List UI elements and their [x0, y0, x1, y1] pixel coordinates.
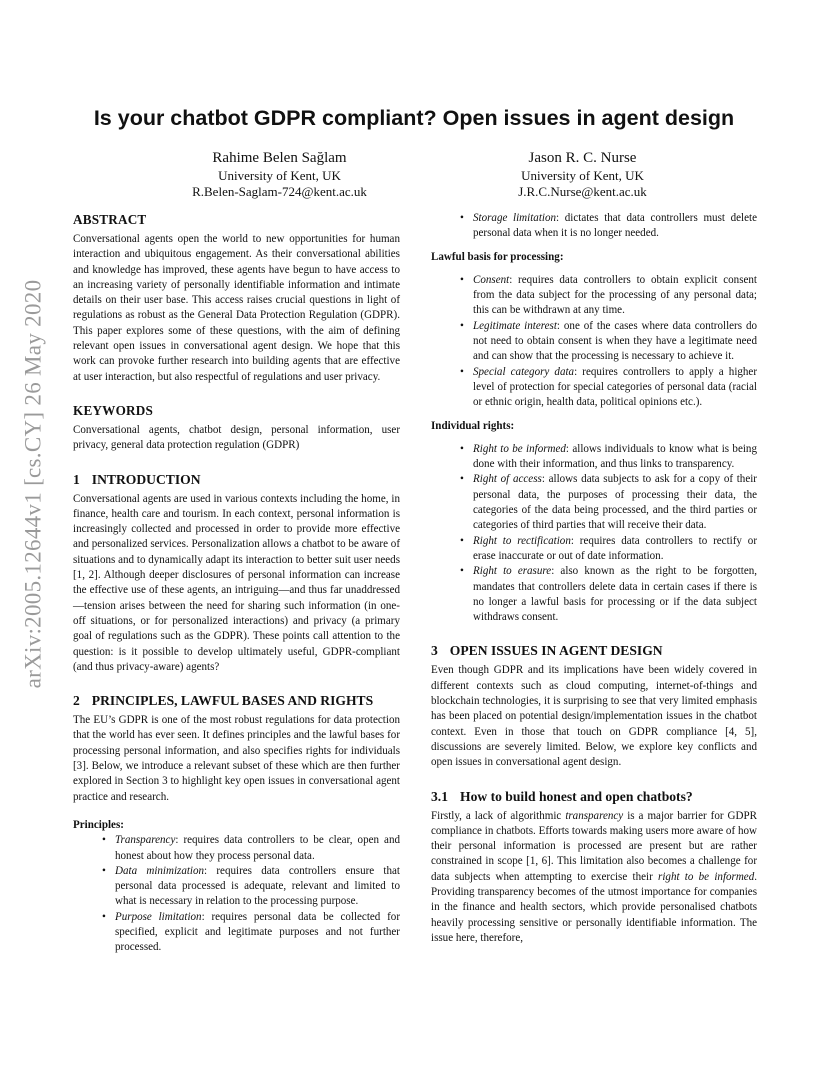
section-number: 3 [431, 643, 438, 659]
keywords-text: Conversational agents, chatbot design, personal information, user privacy, general data protection regulation (GDPR) [73, 423, 400, 452]
paper-title: Is your chatbot GDPR compliant? Open issues in agent design [93, 106, 735, 130]
list-item [473, 211, 757, 242]
principles-list-continued [431, 211, 757, 242]
term: Purpose limitation [115, 910, 202, 923]
term: Right of access [473, 473, 542, 486]
list-item [473, 534, 757, 565]
individual-rights-list [431, 442, 757, 626]
list-item [115, 910, 400, 956]
author-block-1 [112, 149, 447, 199]
list-item [115, 833, 400, 864]
definition: : requires data controllers ensure that personal data processed is adequate, relevant and limited to what is necessary in relation to the processing purpose. [115, 864, 400, 908]
subsection-number: 3.1 [431, 788, 448, 804]
individual-rights-label: Individual rights: [431, 419, 515, 432]
author-affiliation: University of Kent, UK [218, 168, 341, 183]
list-item [473, 365, 757, 411]
definition: : requires personal data be collected for specified, explicit and legitimate purposes and not further processed. [115, 910, 400, 954]
principles-label-text: Principles [73, 818, 121, 831]
definition: : requires data controllers to be clear, open and honest about how they process personal data. [115, 834, 400, 862]
term: Storage limitation [473, 212, 557, 224]
keywords-heading: KEYWORDS [73, 402, 154, 418]
list-item [473, 564, 757, 625]
definition: : also known as the right to be forgotten, mandates that controllers delete data in certain cases if there is no longer a lawful basis for processing or if the data subject withdraws consent. [473, 565, 758, 624]
term: Right to rectification [473, 534, 571, 547]
author-name: Jason R. C. Nurse [528, 150, 637, 166]
section-1-heading [73, 471, 400, 488]
section-3-text: Even though GDPR and its implications have been widely covered in different contexts such as cloud computing, internet-of-things and blockchain technologies, it is surprising to see that very limited emphasis has been placed on potential design/implementation issues in the chatbot context. Even in those that touch on GDPR compliance [4, 5], discussions are severely limited. Below, we explore key conflicts and open issues in conversational agent design. [431, 664, 757, 769]
list-item [115, 864, 400, 910]
term: Consent [473, 273, 510, 286]
text-run: . Providing transparency becomes of the utmost importance for companies in the finance and health sectors, which provide personalised chatbots heavily processing sensitive or personally identifiable information. The issue here, therefore, [431, 870, 757, 944]
definition: : one of the cases where data controllers do not need to obtain consent is when they have a legitimate need and can show that the processing is necessary to achieve it. [473, 319, 757, 363]
definition: : allows individuals to know what is being done with their information, and thus links to transparency. [473, 442, 757, 471]
term: Transparency [115, 834, 176, 847]
text-run: Firstly, a lack of algorithmic [431, 809, 566, 822]
subsection-title: How to build honest and open chatbots? [460, 788, 693, 804]
section-2-heading [73, 692, 400, 709]
list-item [473, 442, 757, 473]
term: Special category data [473, 365, 575, 378]
right-column [431, 211, 757, 946]
arxiv-stamp [8, 228, 58, 740]
lawful-basis-label-text: Lawful basis for processing [431, 250, 560, 263]
abstract-heading: ABSTRACT [73, 212, 147, 227]
definition: : dictates that data controllers must delete personal data when it is no longer needed. [473, 212, 757, 240]
author-affiliation: University of Kent, UK [521, 168, 644, 183]
list-item [473, 273, 757, 319]
lawful-basis-label: Lawful basis for processing: [431, 250, 564, 263]
definition: : requires data controllers to rectify or erase inaccurate or out of date information. [473, 534, 757, 562]
list-item [473, 472, 757, 533]
section-title: PRINCIPLES, LAWFUL BASES AND RIGHTS [91, 693, 374, 709]
author-email[interactable]: R.Belen-Saglam-724@kent.ac.uk [192, 183, 367, 199]
term: Right to erasure [473, 565, 552, 578]
term: Right to be informed [473, 442, 566, 455]
definition: : allows data subjects to ask for a copy of their personal data, the purposes of processing their data, the categories of the data being processed, and the third parties or categories of third parties that will receive their data. [473, 473, 757, 532]
section-number: 1 [73, 471, 80, 487]
section-title: OPEN ISSUES IN AGENT DESIGN [449, 643, 663, 659]
subsection-3-1-text [431, 809, 757, 947]
emphasis: transparency [565, 809, 624, 822]
subsection-3-1-heading [431, 788, 757, 805]
section-number: 2 [73, 693, 80, 709]
emphasis: right to be informed [658, 870, 755, 883]
term: Data minimization [115, 864, 205, 877]
principles-label: Principles: [73, 818, 124, 831]
lawful-basis-list [431, 273, 757, 411]
author-name: Rahime Belen Sağlam [212, 150, 347, 166]
left-column [73, 211, 400, 956]
section-2-text: The EU’s GDPR is one of the most robust regulations for data protection that the world has ever seen. It defines principles and the lawful bases for processing personal information, and also specifies rights for individuals [3]. Below, we introduce a relevant subset of these which are then further explored in Section 3 to highlight key open issues in conversational agent practice and research. [73, 714, 400, 803]
text-run: is a major barrier for GDPR compliance in chatbots. Efforts towards making users more aware of how their personal information is processed are present but are rather constrained in scope [1, 6]. This limitation also becomes a challenge for data subjects when attempting to exercise their [431, 809, 757, 883]
section-3-heading [431, 642, 757, 659]
abstract-text: Conversational agents open the world to new opportunities for human interaction and ubiquitous engagement. As their conversational abilities and knowledge has improved, these agents have begun to have access to an increasing variety of personally identifiable information and intimate details on their user base. This access raises crucial questions in light of regulations as robust as the General Data Protection Regulation (GDPR). This paper explores some of these questions, with the aim of defining relevant open issues in conversational agent design. We hope that this work can provoke further research into building agents that are effective at user interaction, but also respectful of regulations and user privacy. [73, 233, 400, 383]
author-email[interactable]: J.R.C.Nurse@kent.ac.uk [518, 183, 647, 199]
author-block-2 [415, 149, 750, 199]
section-title: INTRODUCTION [91, 471, 201, 487]
section-1-text: Conversational agents are used in various contexts including the home, in finance, health care and tourism. In each context, personal information is increasingly collected and processed in order to provide more effective and personalized services. Personalization allows a chatbot to be aware of situations and to dynamically adapt its interaction to better suit user needs [1, 2]. Although deeper disclosures of personal information can increase the effective use of these agents, an intriguing—and thus far unaddressed—tension arises between the need for sharing such information (in one-off situations, or for personalized interactions) and privacy (a primary goal of regulations such as the GDPR). These points call attention to the question: is it possible to develop ultimately useful, GDPR-compliant (and thus privacy-aware) agents? [73, 492, 400, 673]
list-item [473, 319, 757, 365]
principles-list [73, 833, 400, 955]
individual-rights-label-text: Individual rights [431, 419, 511, 432]
arxiv-stamp-text: arXiv:2005.12644v1 [cs.CY] 26 May 2020 [20, 279, 45, 689]
term: Legitimate interest [473, 319, 557, 332]
definition: : requires data controllers to obtain explicit consent from the data subject for the processing of any personal data; this can be withdrawn at any time. [473, 273, 757, 317]
definition: : requires controllers to apply a higher level of protection for special categories of personal data (racial or ethnic origin, health data, political opinions etc.). [473, 365, 758, 409]
